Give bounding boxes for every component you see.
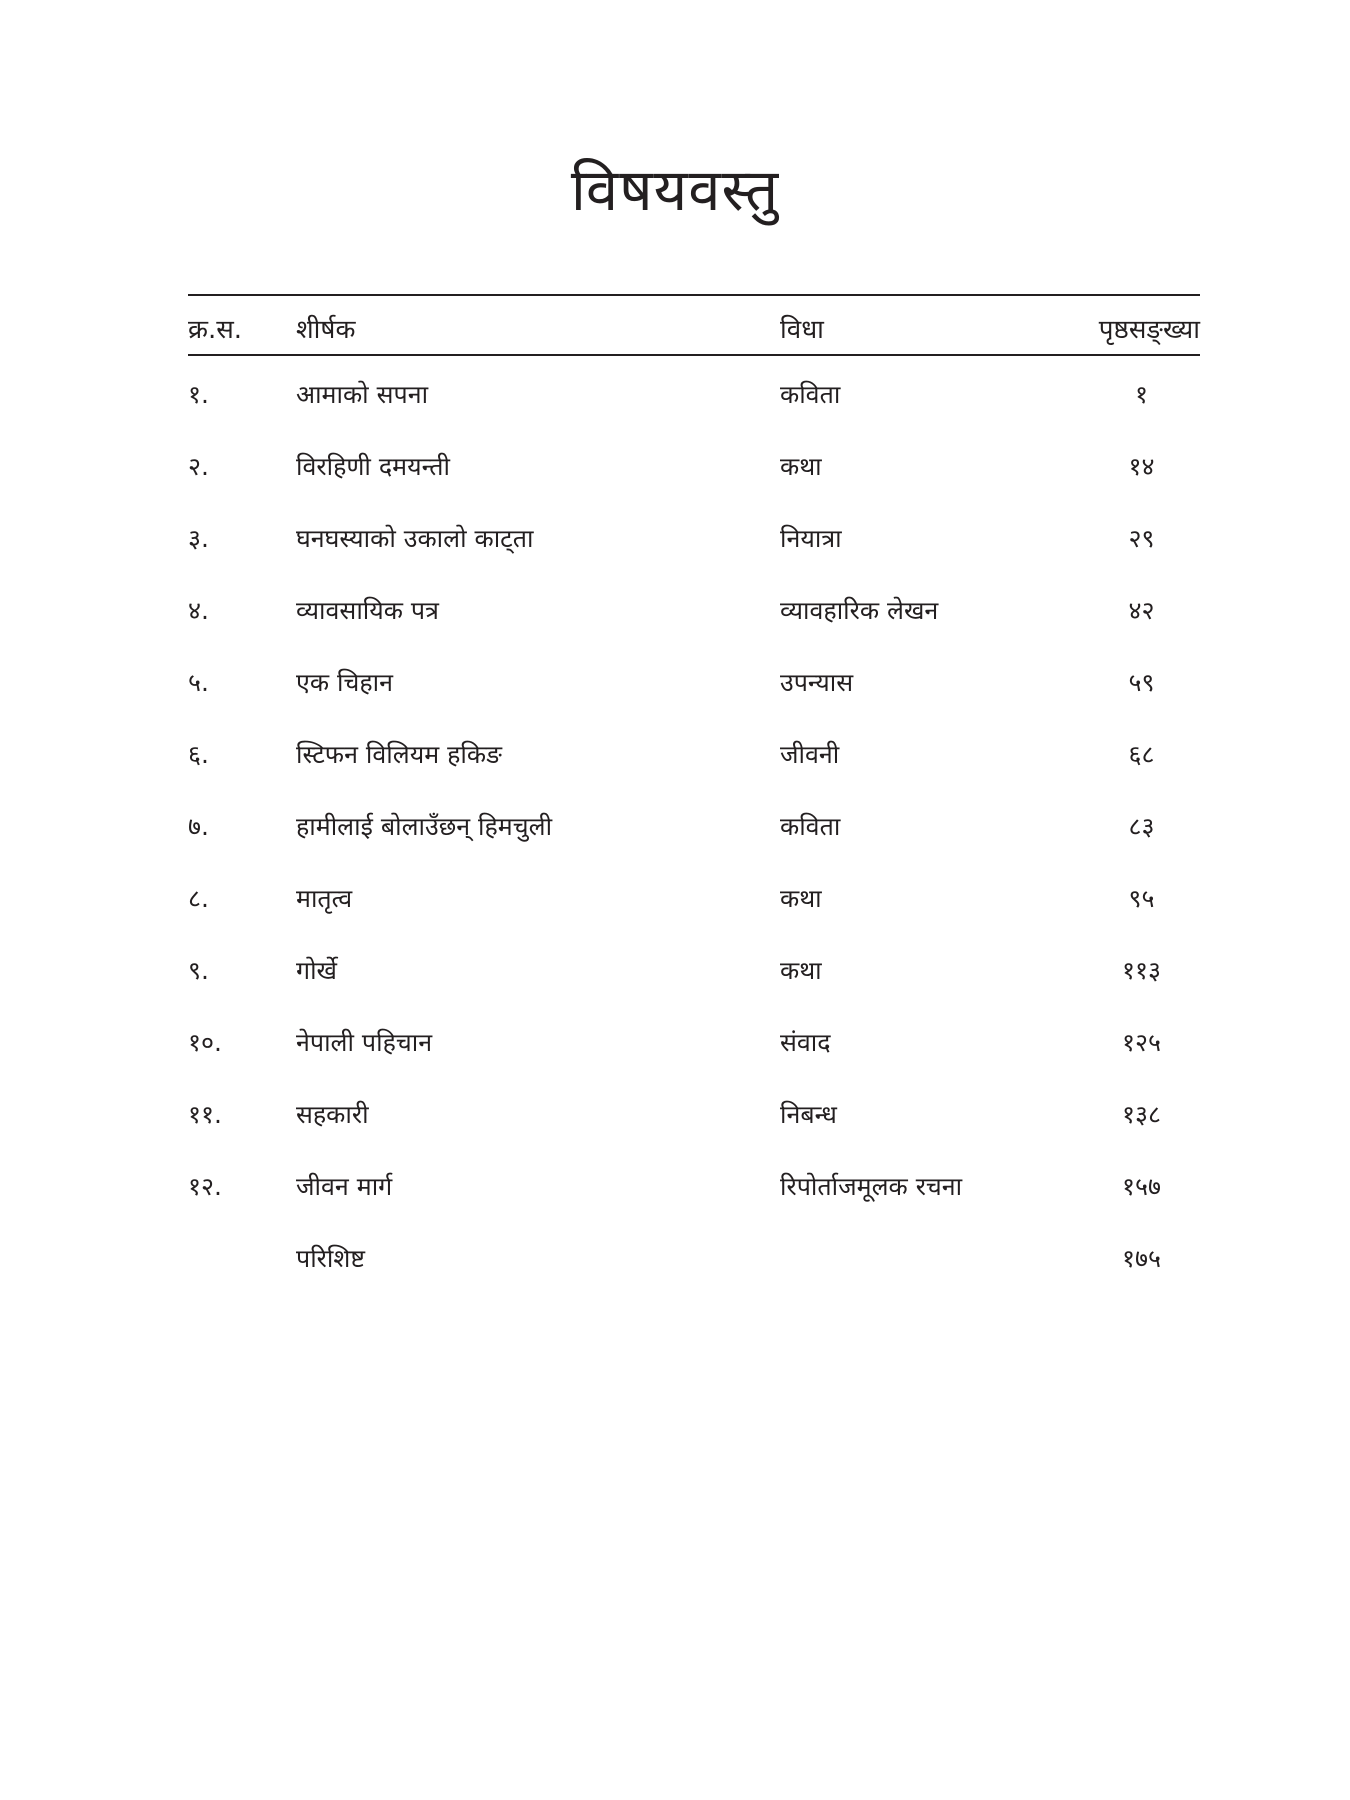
row-title: घनघस्याको उकालो काट्ता xyxy=(296,524,534,553)
row-genre: कथा xyxy=(780,884,822,913)
row-page: ६८ xyxy=(1128,740,1155,769)
row-genre: नियात्रा xyxy=(780,524,842,553)
table-row[interactable] xyxy=(188,797,1200,869)
row-page: २९ xyxy=(1128,524,1155,553)
table-row[interactable] xyxy=(188,1157,1200,1229)
row-serial: १२. xyxy=(188,1172,222,1201)
table-body xyxy=(188,356,1200,1301)
header-title: शीर्षक xyxy=(296,315,356,345)
page-title: विषयवस्तु xyxy=(570,156,780,224)
table-row[interactable] xyxy=(188,581,1200,653)
header-serial: क्र.स. xyxy=(188,315,243,345)
row-page: ५९ xyxy=(1128,668,1155,697)
row-serial: ६. xyxy=(188,740,209,769)
row-page: १५७ xyxy=(1121,1172,1161,1201)
row-serial: ४. xyxy=(188,596,209,625)
table-row[interactable] xyxy=(188,869,1200,941)
row-title: आमाको सपना xyxy=(296,380,429,409)
row-title: गोर्खे xyxy=(296,956,338,985)
row-title: परिशिष्ट xyxy=(296,1244,365,1273)
header-genre: विधा xyxy=(780,315,824,345)
row-serial: २. xyxy=(188,452,209,481)
row-page: १२५ xyxy=(1121,1028,1161,1057)
table-row-appendix[interactable] xyxy=(188,1229,1200,1301)
row-serial: १०. xyxy=(188,1028,222,1057)
row-page: १३८ xyxy=(1121,1100,1161,1129)
header-page: पृष्ठसङ्ख्या xyxy=(1098,315,1200,345)
row-page: १ xyxy=(1134,380,1148,409)
row-genre: कथा xyxy=(780,956,822,985)
row-serial: ११. xyxy=(188,1100,222,1129)
row-serial: ५. xyxy=(188,668,209,697)
table-row[interactable] xyxy=(188,941,1200,1013)
table-row[interactable] xyxy=(188,1085,1200,1157)
row-title: हामीलाई बोलाउँछन् हिमचुली xyxy=(296,812,553,841)
row-title: व्यावसायिक पत्र xyxy=(296,596,439,625)
row-page: ११३ xyxy=(1121,956,1161,985)
table-header xyxy=(188,296,1200,354)
row-serial: ७. xyxy=(188,812,209,841)
row-genre: कथा xyxy=(780,452,822,481)
row-title: जीवन मार्ग xyxy=(296,1172,393,1201)
row-genre: निबन्ध xyxy=(780,1100,837,1129)
row-genre: कविता xyxy=(780,812,841,841)
row-genre: संवाद xyxy=(780,1028,831,1057)
table-row[interactable] xyxy=(188,725,1200,797)
row-page: ८३ xyxy=(1128,812,1155,841)
row-serial: ३. xyxy=(188,524,209,553)
row-title: विरहिणी दमयन्ती xyxy=(296,452,450,481)
row-page: १४ xyxy=(1128,452,1155,481)
row-title: नेपाली पहिचान xyxy=(296,1028,433,1057)
row-title: स्टिफन विलियम हकिङ xyxy=(296,740,502,769)
table-row[interactable] xyxy=(188,1013,1200,1085)
row-page: ९५ xyxy=(1128,884,1155,913)
table-of-contents xyxy=(188,294,1200,1301)
row-genre: उपन्यास xyxy=(780,668,854,697)
row-genre: व्यावहारिक लेखन xyxy=(780,596,939,625)
table-row[interactable] xyxy=(188,437,1200,509)
row-title: एक चिहान xyxy=(296,668,393,697)
row-serial: १. xyxy=(188,380,209,409)
table-row[interactable] xyxy=(188,365,1200,437)
row-serial: ८. xyxy=(188,884,209,913)
row-serial: ९. xyxy=(188,956,209,985)
row-genre: रिपोर्ताजमूलक रचना xyxy=(780,1172,963,1201)
row-genre: कविता xyxy=(780,380,841,409)
row-genre: जीवनी xyxy=(780,740,840,769)
row-page: १७५ xyxy=(1121,1244,1161,1273)
table-row[interactable] xyxy=(188,653,1200,725)
row-page: ४२ xyxy=(1128,596,1155,625)
table-row[interactable] xyxy=(188,509,1200,581)
row-title: सहकारी xyxy=(296,1100,369,1129)
row-title: मातृत्व xyxy=(296,884,353,913)
